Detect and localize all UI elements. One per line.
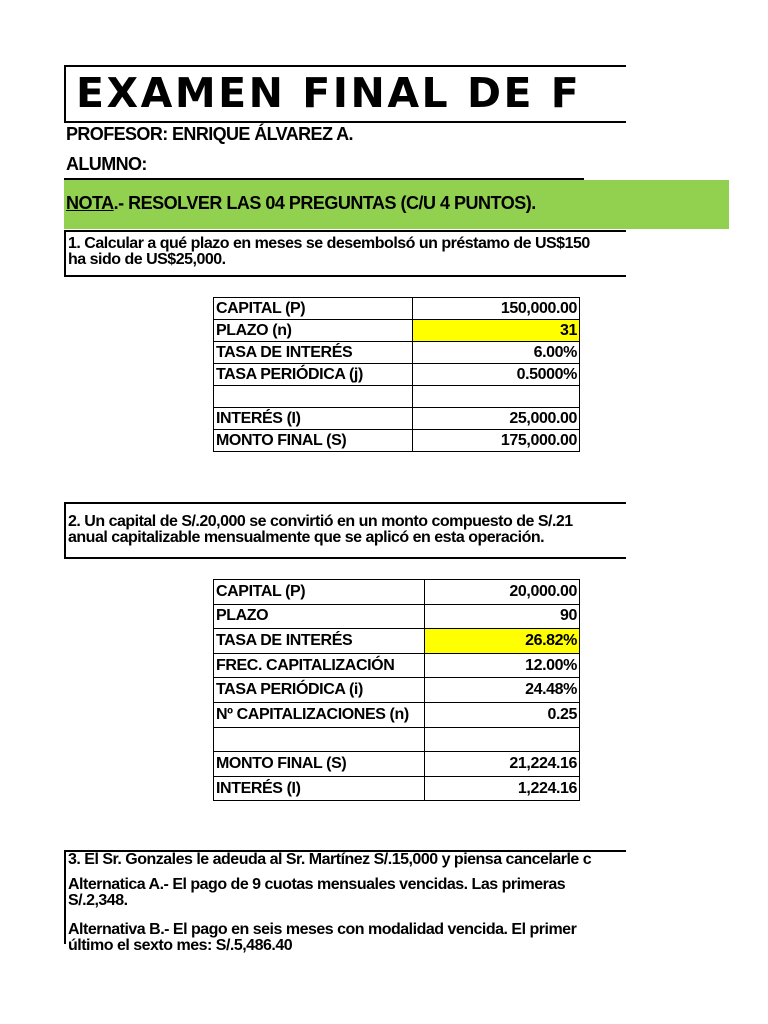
alternative-b-line-1: Alternativa B.- El pago en seis meses con modalidad vencida. El primer <box>68 921 577 938</box>
question-2-box <box>64 502 626 559</box>
professor-line: PROFESOR: ENRIQUE ÁLVAREZ A. <box>66 124 353 144</box>
table-row <box>214 580 580 605</box>
row-value-cell[interactable]: 20,000.00 <box>424 580 579 605</box>
row-value-cell[interactable]: 6.00% <box>412 342 579 364</box>
row-value-cell[interactable]: 150,000.00 <box>412 298 579 320</box>
table-row <box>214 364 580 386</box>
row-value-cell[interactable]: 90 <box>424 604 579 629</box>
nota-instruction: .- RESOLVER LAS 04 PREGUNTAS (C/U 4 PUNTOS). <box>113 193 536 213</box>
title-box <box>64 65 626 123</box>
table-row <box>214 727 580 752</box>
alternative-b-line-2: último el sexto mes: S/.5,486.40 <box>68 937 293 954</box>
question-3-line-1: 3. El Sr. Gonzales le adeuda al Sr. Martínez S/.15,000 y piensa cancelarle c <box>68 851 592 868</box>
row-label-cell[interactable]: TASA PERIÓDICA (i) <box>214 678 425 703</box>
question-1-table <box>213 297 580 452</box>
table-row <box>214 320 580 342</box>
question-2-line-2: anual capitalizable mensualmente que se aplicó en esta operación. <box>68 529 545 546</box>
row-label-cell[interactable] <box>214 386 413 408</box>
row-label-cell[interactable]: MONTO FINAL (S) <box>214 752 425 777</box>
question-1-line-2: ha sido de US$25,000. <box>68 251 226 268</box>
row-value-cell[interactable]: 175,000.00 <box>412 430 579 452</box>
table-row <box>214 702 580 727</box>
row-value-cell[interactable]: 21,224.16 <box>424 752 579 777</box>
row-label-cell[interactable]: TASA DE INTERÉS <box>214 629 425 654</box>
row-value-cell[interactable]: 1,224.16 <box>424 776 579 801</box>
row-label-cell[interactable]: MONTO FINAL (S) <box>214 430 413 452</box>
nota-banner <box>64 180 729 229</box>
row-value-cell[interactable]: 26.82% <box>424 629 579 654</box>
nota-label: NOTA <box>66 193 114 213</box>
table-row <box>214 776 580 801</box>
row-label-cell[interactable]: FREC. CAPITALIZACIÓN <box>214 653 425 678</box>
table-row <box>214 386 580 408</box>
row-label-cell[interactable] <box>214 727 425 752</box>
row-label-cell[interactable]: PLAZO (n) <box>214 320 413 342</box>
table-row <box>214 298 580 320</box>
table-row <box>214 752 580 777</box>
question-2-line-1: 2. Un capital de S/.20,000 se convirtió en un monto compuesto de S/.21 <box>68 513 573 530</box>
row-value-cell[interactable]: 12.00% <box>424 653 579 678</box>
row-label-cell[interactable]: TASA PERIÓDICA (j) <box>214 364 413 386</box>
table-row <box>214 629 580 654</box>
table-row <box>214 678 580 703</box>
alternative-a-line-2: S/.2,348. <box>68 892 128 909</box>
row-value-cell[interactable]: 31 <box>412 320 579 342</box>
question-2-table <box>213 579 580 801</box>
row-label-cell[interactable]: INTERÉS (I) <box>214 776 425 801</box>
question-3-box <box>64 850 626 954</box>
table-row <box>214 342 580 364</box>
student-line: ALUMNO: <box>66 154 147 174</box>
question-1-line-1: 1. Calcular a qué plazo en meses se desembolsó un préstamo de US$150 <box>68 235 590 252</box>
row-label-cell[interactable]: TASA DE INTERÉS <box>214 342 413 364</box>
nota-text <box>66 193 536 214</box>
table-row <box>214 653 580 678</box>
row-value-cell[interactable] <box>424 727 579 752</box>
row-label-cell[interactable]: CAPITAL (P) <box>214 298 413 320</box>
row-label-cell[interactable]: INTERÉS (I) <box>214 408 413 430</box>
table-row <box>214 604 580 629</box>
alternative-a-line-1: Alternatica A.- El pago de 9 cuotas mensuales vencidas. Las primeras <box>68 876 566 893</box>
row-label-cell[interactable]: CAPITAL (P) <box>214 580 425 605</box>
row-value-cell[interactable]: 24.48% <box>424 678 579 703</box>
row-value-cell[interactable]: 25,000.00 <box>412 408 579 430</box>
row-value-cell[interactable]: 0.25 <box>424 702 579 727</box>
table-row <box>214 430 580 452</box>
row-label-cell[interactable]: Nº CAPITALIZACIONES (n) <box>214 702 425 727</box>
row-value-cell[interactable] <box>412 386 579 408</box>
exam-title: EXAMEN FINAL DE F <box>76 69 582 117</box>
table-row <box>214 408 580 430</box>
row-label-cell[interactable]: PLAZO <box>214 604 425 629</box>
question-1-box <box>64 230 626 277</box>
row-value-cell[interactable]: 0.5000% <box>412 364 579 386</box>
